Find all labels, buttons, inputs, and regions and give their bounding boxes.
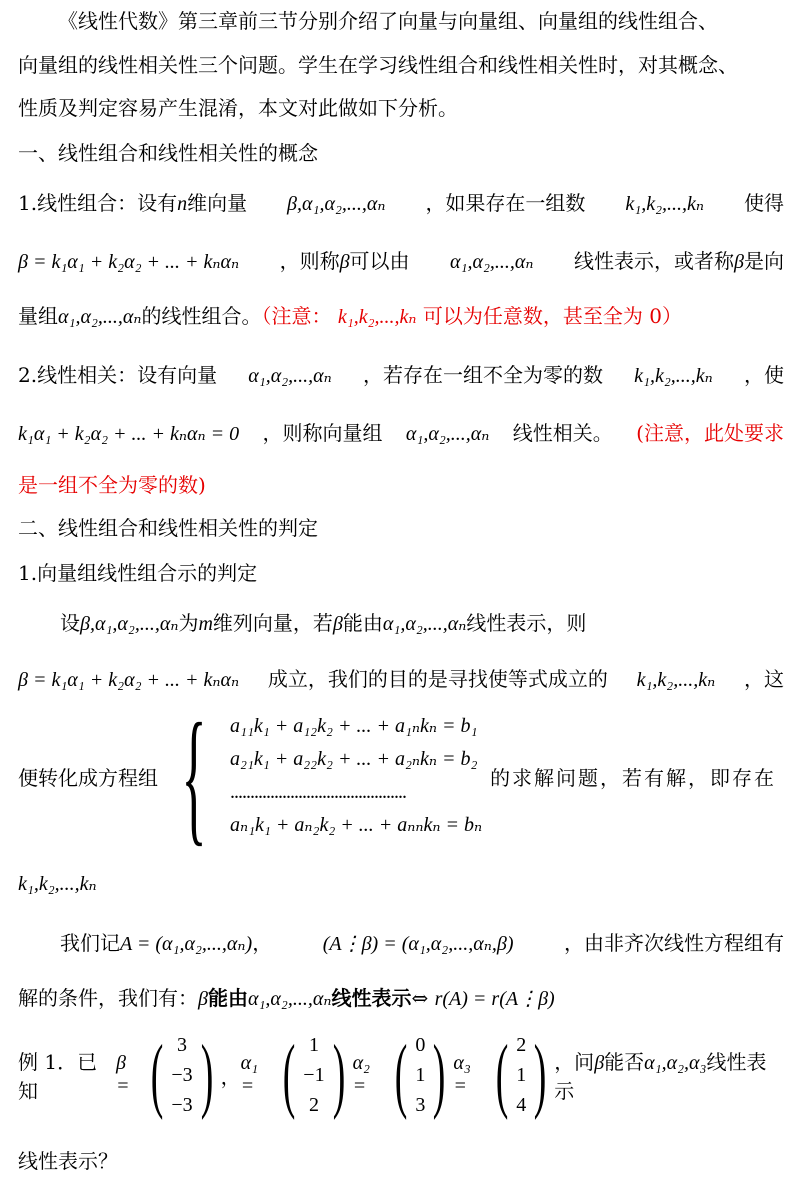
vector-entry: −3 <box>171 1064 193 1086</box>
def2-part-a: 2.线性相关：设有向量 <box>18 363 218 387</box>
vector-entry: 1 <box>308 1034 319 1056</box>
para2-part-e: 能由 <box>207 986 248 1010</box>
def1-alphas: α₁,α₂,...,αₙ <box>450 251 534 273</box>
intro-line-3 <box>18 95 800 121</box>
right-paren: ) <box>200 1028 213 1121</box>
example-last-text: 线性表示？ <box>18 1149 118 1173</box>
alpha3-vector <box>453 1030 554 1120</box>
para2-part-f: 线性表示 <box>331 986 412 1010</box>
para-part-b: 为 <box>178 611 199 635</box>
left-paren: ( <box>395 1028 408 1121</box>
para-vectors: β,α₁,α₂,...,αₙ <box>80 613 179 635</box>
def1-part-i: 量组 <box>18 304 58 328</box>
def1-note: （注意： k₁,k₂,...,kₙ 可以为任意数，甚至全为 0） <box>261 304 682 328</box>
def1-part-d: 使得 <box>743 191 784 215</box>
def1-alphas-2: α₁,α₂,...,αₙ <box>58 306 142 328</box>
def1-part-j: 的线性组合。 <box>141 304 262 328</box>
alpha1-lhs: α₁ = <box>240 1052 259 1097</box>
intro-line-2 <box>0 52 800 78</box>
def1-line-2 <box>0 248 800 275</box>
section1-heading-text: 一、线性组合和线性相关性的概念 <box>18 141 318 165</box>
para2-alphas: α₁,α₂,...,αₙ <box>247 988 332 1010</box>
beta-lhs: β = <box>116 1052 130 1097</box>
sub1-heading-text: 1.向量组线性组合示的判定 <box>18 561 258 585</box>
para-part-c: 维列向量，若 <box>212 611 333 635</box>
example-last-line <box>18 1148 800 1174</box>
para-beta: β <box>332 613 343 635</box>
equation-system <box>230 710 482 842</box>
para2-rank: r(A) = r(A⋮β) <box>434 988 555 1010</box>
example-line: 例 1．已知 β = ( 3 −3 −3 ) ， α₁ = ( 1 −1 2 ) α₂ = ( 0 1 3 ) α₃ = ( 2 1 4 ) ，问β能否α₁,α₂,α₃线性表示 <box>18 1030 784 1120</box>
def1-part-e: ，则称β可以由 <box>279 249 410 273</box>
alpha2-column <box>415 1030 425 1120</box>
left-brace: { <box>181 693 207 859</box>
para-part-a: 设 <box>60 611 80 635</box>
para-line-ks <box>18 870 800 897</box>
def2-part-e: 线性相关。 <box>512 421 613 445</box>
alpha2-vector <box>353 1030 454 1120</box>
para-coefficients: k₁,k₂,...,kₙ <box>636 669 716 691</box>
left-paren: ( <box>283 1028 296 1121</box>
vector-entry: 4 <box>516 1094 527 1116</box>
example-label: 例 1．已知 <box>18 1050 98 1103</box>
right-paren: ) <box>433 1028 446 1121</box>
para-part-f: 成立，我们的目的是寻找使等式成立的 <box>267 667 608 691</box>
def1-vectors: β,α₁,α₂,...,αₙ <box>287 193 386 215</box>
para-coefficients-2: k₁,k₂,...,kₙ <box>18 873 97 895</box>
para2-part-d: 解的条件，我们有： <box>18 986 198 1010</box>
intro-text-1: 《线性代数》第三章前三节分别介绍了向量与向量组、向量组的线性组合、 <box>58 9 718 33</box>
intro-line-1 <box>0 8 800 34</box>
para-line-2 <box>0 666 800 693</box>
para-alphas: α₁,α₂,...,αₙ <box>382 613 467 635</box>
section2-heading-text: 二、线性组合和线性相关性的判定 <box>18 516 318 540</box>
para-part-i: 的求解问题，若有解，即存在 <box>490 765 777 790</box>
equation-system-line <box>18 693 777 859</box>
section2-heading <box>18 515 800 541</box>
para2-line-1 <box>0 930 800 957</box>
vector-entry: 3 <box>176 1034 187 1056</box>
alpha1-vector <box>241 1030 353 1120</box>
vector-entry: 1 <box>516 1064 527 1086</box>
alpha3-lhs: α₃ = <box>453 1052 471 1097</box>
def2-line-2 <box>0 420 800 447</box>
def2-alphas: α₁,α₂,...,αₙ <box>248 365 332 387</box>
def2-note-2: 是一组不全为零的数) <box>18 473 206 497</box>
def2-line-1 <box>0 362 800 389</box>
def2-equation: k₁α₁ + k₂α₂ + ... + kₙαₙ = 0 <box>18 423 240 445</box>
para-m: m <box>198 613 213 635</box>
intro-text-2: 向量组的线性相关性三个问题。学生在学习线性组合和线性相关性时，对其概念、 <box>18 53 738 77</box>
para2-augmented: (A⋮β) = (α₁,α₂,...,αₙ,β) <box>322 933 514 955</box>
beta-column <box>171 1030 192 1120</box>
def1-line-1 <box>0 190 800 217</box>
example-question: ，问β能否α₁,α₂,α₃线性表示 <box>554 1050 767 1103</box>
def1-part-a: 1.线性组合：设有n维向量 <box>18 191 248 215</box>
def2-line-3 <box>18 472 800 498</box>
left-paren: ( <box>151 1028 164 1121</box>
para-part-g: ，这 <box>744 667 784 691</box>
def1-part-g: 线性表示，或者称β是向 <box>574 249 784 273</box>
right-paren: ) <box>332 1028 345 1121</box>
equation-row: a₂₁k₁ + a₂₂k₂ + ... + a₂ₙkₙ = b₂ <box>230 748 478 770</box>
vector-entry: 2 <box>308 1094 319 1116</box>
equation-row: aₙ₁k₁ + aₙ₂k₂ + ... + aₙₙkₙ = bₙ <box>230 814 483 836</box>
para2-beta: β <box>198 988 208 1010</box>
vector-entry: −1 <box>303 1064 325 1086</box>
def1-line-3 <box>18 303 800 330</box>
alpha3-column <box>516 1030 526 1120</box>
section1-heading <box>18 140 800 166</box>
para-line-1 <box>60 610 586 637</box>
para2-iff: ⇔ <box>411 986 429 1010</box>
para2-part-c: ，由非齐次线性方程组有 <box>564 931 784 955</box>
para2-part-a: 我们记A = (α₁,α₂,...,αₙ)， <box>60 931 273 955</box>
para-equation: β = k₁α₁ + k₂α₂ + ... + kₙαₙ <box>18 669 240 691</box>
beta-vector <box>116 1030 221 1120</box>
def1-coefficients: k₁,k₂,...,kₙ <box>625 193 705 215</box>
def2-alphas-2: α₁,α₂,...,αₙ <box>405 423 490 445</box>
para-part-d: 能由 <box>342 611 383 635</box>
para-part-h: 便转化成方程组 <box>18 765 158 790</box>
equation-row: a₁₁k₁ + a₁₂k₂ + ... + a₁ₙkₙ = b₁ <box>230 715 478 737</box>
sub1-heading <box>18 560 800 586</box>
vector-entry: 2 <box>516 1034 527 1056</box>
left-paren: ( <box>495 1028 509 1121</box>
vector-entry: 0 <box>415 1034 426 1056</box>
right-paren: ) <box>533 1028 547 1121</box>
intro-text-3: 性质及判定容易产生混淆，本文对此做如下分析。 <box>18 96 458 120</box>
def2-note-1: (注意，此处要求 <box>636 421 784 445</box>
def1-equation: β = k₁α₁ + k₂α₂ + ... + kₙαₙ <box>18 251 240 273</box>
vector-entry: 1 <box>415 1064 426 1086</box>
def2-part-b: ，若存在一组不全为零的数 <box>362 363 603 387</box>
def2-part-c: ，使 <box>743 363 784 387</box>
para-part-e: 线性表示，则 <box>466 611 587 635</box>
equation-dots: ............................................ <box>230 781 406 803</box>
def2-coefficients: k₁,k₂,...,kₙ <box>634 365 713 387</box>
alpha2-lhs: α₂ = <box>352 1052 371 1097</box>
alpha1-column <box>303 1030 324 1120</box>
para2-line-2 <box>18 985 800 1012</box>
def1-part-c: ，如果存在一组数 <box>425 191 586 215</box>
vector-entry: −3 <box>171 1094 193 1116</box>
def2-part-d: ，则称向量组 <box>262 421 383 445</box>
vector-entry: 3 <box>415 1094 426 1116</box>
